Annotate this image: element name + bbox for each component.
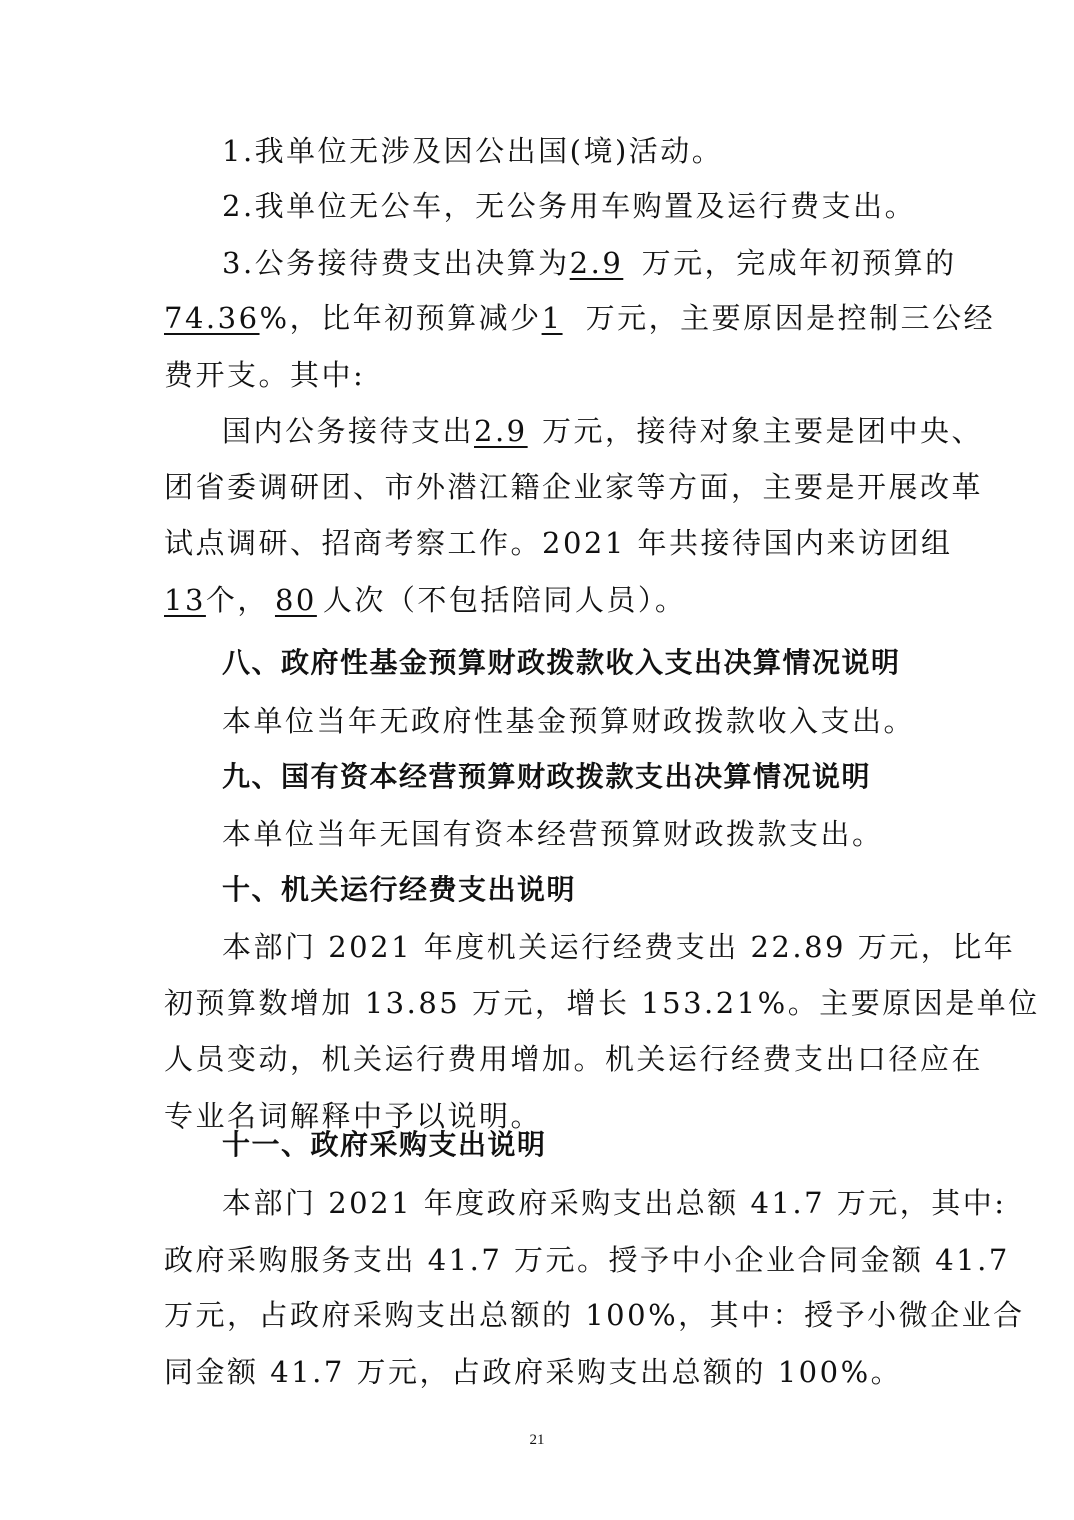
item-3-line-1: 3.公务接待费支出决算为2.9 万元，完成年初预算的 <box>222 243 916 283</box>
item-1: 1.我单位无涉及因公出国(境)活动。 <box>222 134 724 168</box>
section-10-line-1: 本部门 2021 年度机关运行经费支出 22.89 万元，比年 <box>222 930 1016 964</box>
domestic-line-1: 国内公务接待支出2.9 万元，接待对象主要是团中央、 <box>222 411 916 451</box>
section-11-line-4: 同金额 41.7 万元，占政府采购支出总额的 100%。 <box>164 1355 903 1389</box>
reception-expense-value: 2.9 <box>569 246 624 280</box>
page-number: 21 <box>529 1432 545 1448</box>
item-2: 2.我单位无公车，无公务用车购置及运行费支出。 <box>222 189 917 223</box>
section-9-heading: 九、国有资本经营预算财政拨款支出决算情况说明 <box>222 760 872 793</box>
section-11-line-2: 政府采购服务支出 41.7 万元。授予中小企业合同金额 41.7 <box>164 1243 1010 1277</box>
section-11-line-1: 本部门 2021 年度政府采购支出总额 41.7 万元，其中: <box>222 1186 1007 1220</box>
section-8-body: 本单位当年无政府性基金预算财政拨款收入支出。 <box>222 704 916 738</box>
section-11-line-3: 万元，占政府采购支出总额的 100%，其中：授予小微企业合 <box>164 1298 1025 1332</box>
domestic-line-3: 试点调研、招商考察工作。2021 年共接待国内来访团组 <box>164 526 953 560</box>
section-10-line-3: 人员变动，机关运行费用增加。机关运行经费支出口径应在 <box>164 1042 984 1076</box>
section-10-line-2: 初预算数增加 13.85 万元，增长 153.21%。主要原因是单位 <box>164 986 1040 1020</box>
item-3-line-2: 74.36%，比年初预算减少1 万元，主要原因是控制三公经 <box>164 298 916 338</box>
section-11-heading: 十一、政府采购支出说明 <box>222 1128 547 1161</box>
item-3-line-3: 费开支。其中: <box>164 358 366 392</box>
section-9-body: 本单位当年无国有资本经营预算财政拨款支出。 <box>222 817 884 851</box>
domestic-line-2: 团省委调研团、市外潜江籍企业家等方面，主要是开展改革 <box>164 470 984 504</box>
budget-completion-rate: 74.36 <box>164 301 260 335</box>
domestic-reception-value: 2.9 <box>474 414 528 448</box>
budget-decrease-value: 1 <box>541 301 563 335</box>
domestic-line-4: 13个， 80 人次（不包括陪同人员）。 <box>164 580 916 620</box>
visitor-count: 80 <box>274 583 317 617</box>
group-count: 13 <box>164 583 206 617</box>
section-10-heading: 十、机关运行经费支出说明 <box>222 873 577 906</box>
section-10-line-4: 专业名词解释中予以说明。 <box>164 1099 543 1133</box>
section-8-heading: 八、政府性基金预算财政拨款收入支出决算情况说明 <box>222 646 901 679</box>
